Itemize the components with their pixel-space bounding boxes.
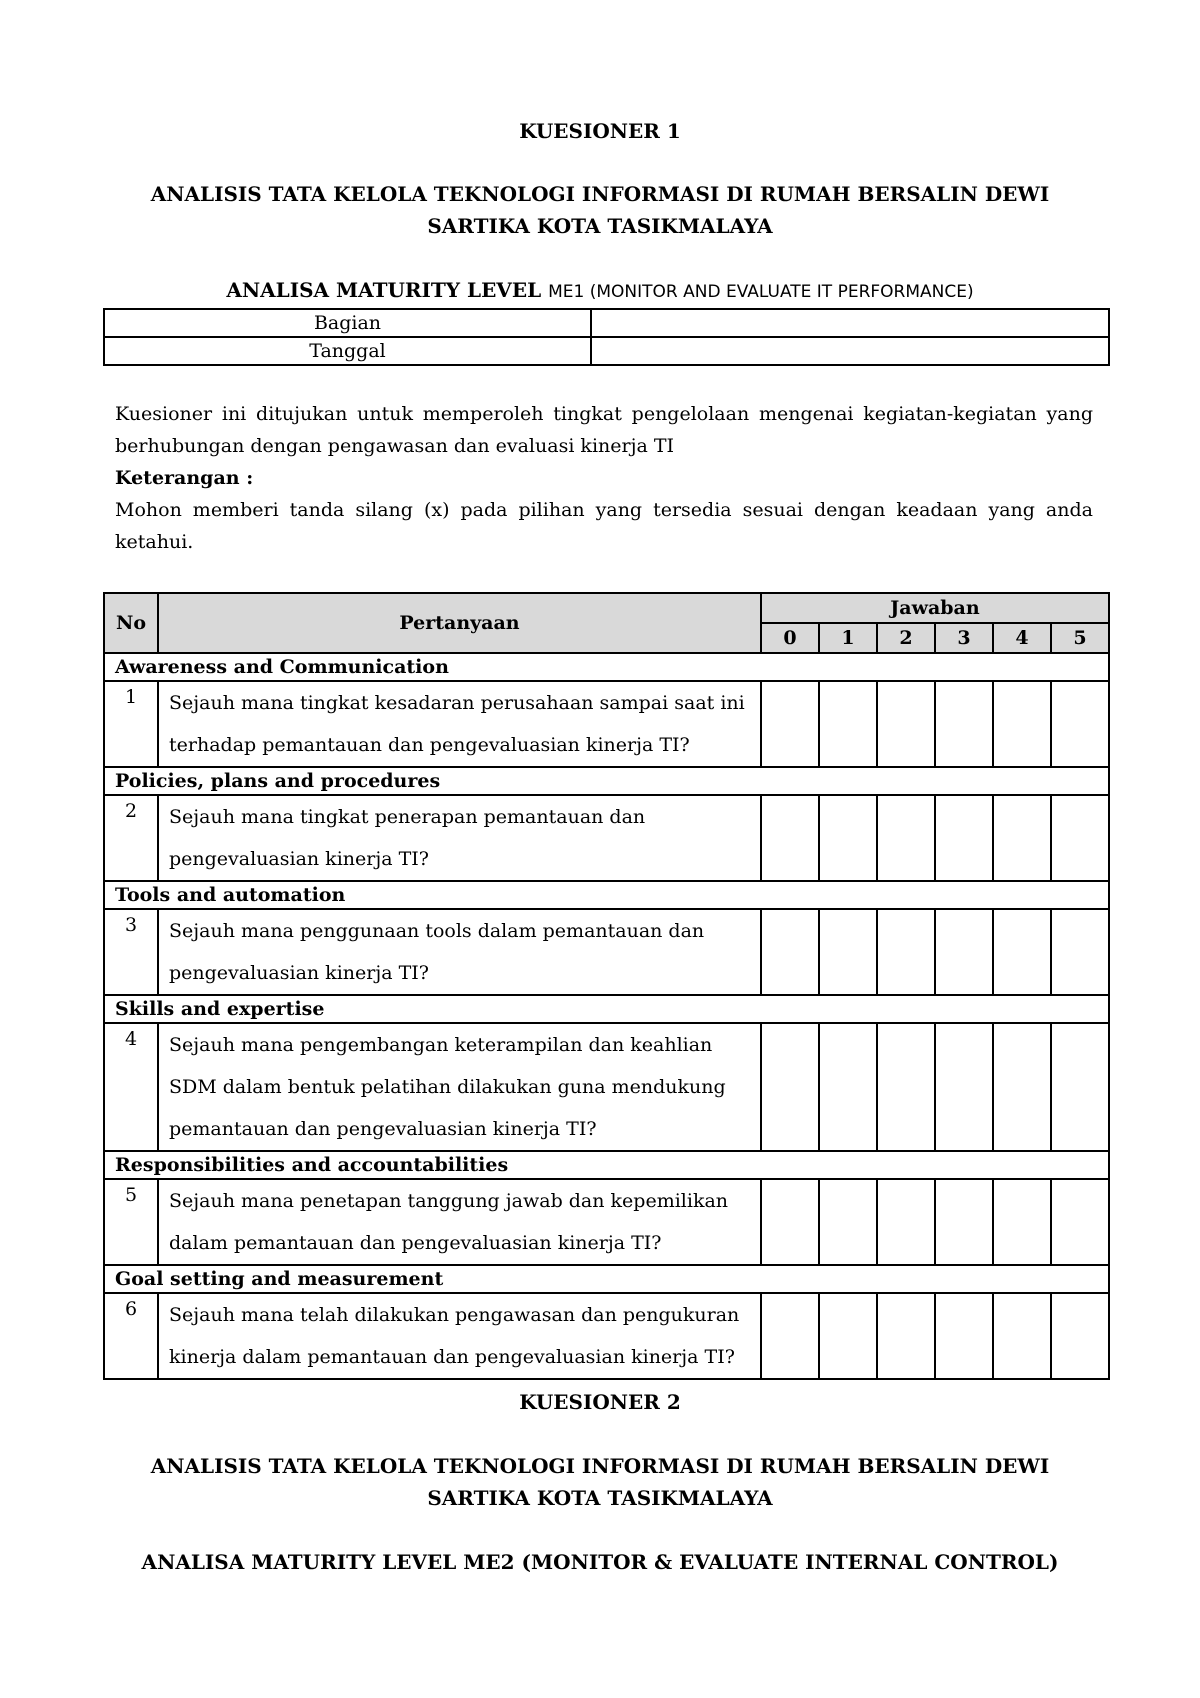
section-row	[104, 995, 1109, 1023]
question-number: 4	[104, 1023, 158, 1151]
answer-cell-5[interactable]	[1051, 1023, 1109, 1151]
answer-cell-1[interactable]	[819, 795, 877, 881]
answer-cell-3[interactable]	[935, 1179, 993, 1265]
kuesioner-2-subtitle-line2: SARTIKA KOTA TASIKMALAYA	[427, 1486, 773, 1510]
answer-cell-1[interactable]	[819, 1179, 877, 1265]
answer-cell-0[interactable]	[761, 1179, 819, 1265]
maturity-prefix: ANALISA MATURITY LEVEL	[226, 278, 542, 302]
info-row-tanggal	[104, 337, 1109, 365]
answer-cell-0[interactable]	[761, 1023, 819, 1151]
section-heading: Skills and expertise	[104, 995, 1109, 1023]
answer-cell-2[interactable]	[877, 1023, 935, 1151]
section-row	[104, 1265, 1109, 1293]
answer-cell-2[interactable]	[877, 795, 935, 881]
kuesioner-2-subtitle-line1: ANALISIS TATA KELOLA TEKNOLOGI INFORMASI DI RUMAH BERSALIN DEWI	[150, 1454, 1050, 1478]
answer-cell-3[interactable]	[935, 795, 993, 881]
question-text: Sejauh mana telah dilakukan pengawasan dan pengukuran kinerja dalam pemantauan dan pengevaluasian kinerja TI?	[158, 1293, 761, 1379]
kuesioner-1-subtitle-line1: ANALISIS TATA KELOLA TEKNOLOGI INFORMASI DI RUMAH BERSALIN DEWI	[150, 182, 1050, 206]
question-number: 5	[104, 1179, 158, 1265]
score-header-2: 2	[877, 623, 935, 653]
answer-cell-2[interactable]	[877, 909, 935, 995]
score-header-5: 5	[1051, 623, 1109, 653]
question-text: Sejauh mana penetapan tanggung jawab dan kepemilikan dalam pemantauan dan pengevaluasian kinerja TI?	[158, 1179, 761, 1265]
tanggal-value-cell[interactable]	[591, 337, 1109, 365]
section-row	[104, 653, 1109, 681]
question-row	[104, 1179, 1109, 1265]
answer-cell-5[interactable]	[1051, 1179, 1109, 1265]
question-text: Sejauh mana tingkat penerapan pemantauan dan pengevaluasian kinerja TI?	[158, 795, 761, 881]
answer-cell-2[interactable]	[877, 681, 935, 767]
question-number: 2	[104, 795, 158, 881]
answer-cell-2[interactable]	[877, 1293, 935, 1379]
questionnaire-table	[103, 592, 1110, 1380]
score-header-1: 1	[819, 623, 877, 653]
answer-cell-4[interactable]	[993, 1179, 1051, 1265]
answer-cell-0[interactable]	[761, 681, 819, 767]
answer-cell-0[interactable]	[761, 1293, 819, 1379]
question-row	[104, 795, 1109, 881]
intro-text: Kuesioner ini ditujukan untuk memperoleh tingkat pengelolaan mengenai kegiatan-kegiatan yang berhubungan dengan pengawasan dan evaluasi kinerja TI	[115, 403, 1093, 457]
answer-cell-2[interactable]	[877, 1179, 935, 1265]
question-row	[104, 681, 1109, 767]
kuesioner-1-maturity-title	[0, 274, 1200, 308]
kuesioner-2-title: KUESIONER 2	[519, 1390, 681, 1414]
question-number: 1	[104, 681, 158, 767]
answer-cell-4[interactable]	[993, 681, 1051, 767]
section-row	[104, 767, 1109, 795]
tanggal-label: Tanggal	[104, 337, 591, 365]
section-heading: Goal setting and measurement	[104, 1265, 1109, 1293]
section-row	[104, 881, 1109, 909]
answer-cell-1[interactable]	[819, 681, 877, 767]
maturity-suffix: ME1 (MONITOR AND EVALUATE IT PERFORMANCE)	[548, 282, 974, 302]
column-header-jawaban: Jawaban	[761, 593, 1109, 623]
answer-cell-3[interactable]	[935, 1293, 993, 1379]
answer-cell-3[interactable]	[935, 909, 993, 995]
question-row	[104, 1023, 1109, 1151]
answer-cell-3[interactable]	[935, 681, 993, 767]
answer-cell-4[interactable]	[993, 795, 1051, 881]
answer-cell-5[interactable]	[1051, 909, 1109, 995]
answer-cell-5[interactable]	[1051, 681, 1109, 767]
keterangan-label: Keterangan :	[115, 467, 254, 489]
answer-cell-0[interactable]	[761, 795, 819, 881]
column-header-pertanyaan: Pertanyaan	[158, 593, 761, 653]
question-text: Sejauh mana tingkat kesadaran perusahaan sampai saat ini terhadap pemantauan dan pengevaluasian kinerja TI?	[158, 681, 761, 767]
score-header-3: 3	[935, 623, 993, 653]
answer-cell-5[interactable]	[1051, 795, 1109, 881]
section-heading: Policies, plans and procedures	[104, 767, 1109, 795]
score-header-0: 0	[761, 623, 819, 653]
question-row	[104, 1293, 1109, 1379]
kuesioner-1-subtitle-line2: SARTIKA KOTA TASIKMALAYA	[427, 214, 773, 238]
section-heading: Awareness and Communication	[104, 653, 1109, 681]
info-table	[103, 308, 1110, 366]
answer-cell-0[interactable]	[761, 909, 819, 995]
answer-cell-4[interactable]	[993, 1293, 1051, 1379]
question-row	[104, 909, 1109, 995]
column-header-no: No	[104, 593, 158, 653]
section-heading: Responsibilities and accountabilities	[104, 1151, 1109, 1179]
keterangan-text: Mohon memberi tanda silang (x) pada pilihan yang tersedia sesuai dengan keadaan yang anda ketahui.	[115, 499, 1093, 553]
info-row-bagian	[104, 309, 1109, 337]
section-row	[104, 1151, 1109, 1179]
question-number: 3	[104, 909, 158, 995]
answer-cell-1[interactable]	[819, 909, 877, 995]
answer-cell-1[interactable]	[819, 1023, 877, 1151]
question-number: 6	[104, 1293, 158, 1379]
answer-cell-4[interactable]	[993, 909, 1051, 995]
answer-cell-4[interactable]	[993, 1023, 1051, 1151]
answer-cell-3[interactable]	[935, 1023, 993, 1151]
bagian-label: Bagian	[104, 309, 591, 337]
answer-cell-1[interactable]	[819, 1293, 877, 1379]
kuesioner-1-title: KUESIONER 1	[519, 119, 681, 143]
answer-cell-5[interactable]	[1051, 1293, 1109, 1379]
question-text: Sejauh mana pengembangan keterampilan dan keahlian SDM dalam bentuk pelatihan dilakukan guna mendukung pemantauan dan pengevaluasian kinerja TI?	[158, 1023, 761, 1151]
intro-block	[115, 398, 1093, 558]
score-header-4: 4	[993, 623, 1051, 653]
bagian-value-cell[interactable]	[591, 309, 1109, 337]
question-text: Sejauh mana penggunaan tools dalam pemantauan dan pengevaluasian kinerja TI?	[158, 909, 761, 995]
section-heading: Tools and automation	[104, 881, 1109, 909]
kuesioner-2-maturity-title: ANALISA MATURITY LEVEL ME2 (MONITOR & EVALUATE INTERNAL CONTROL)	[141, 1550, 1059, 1574]
